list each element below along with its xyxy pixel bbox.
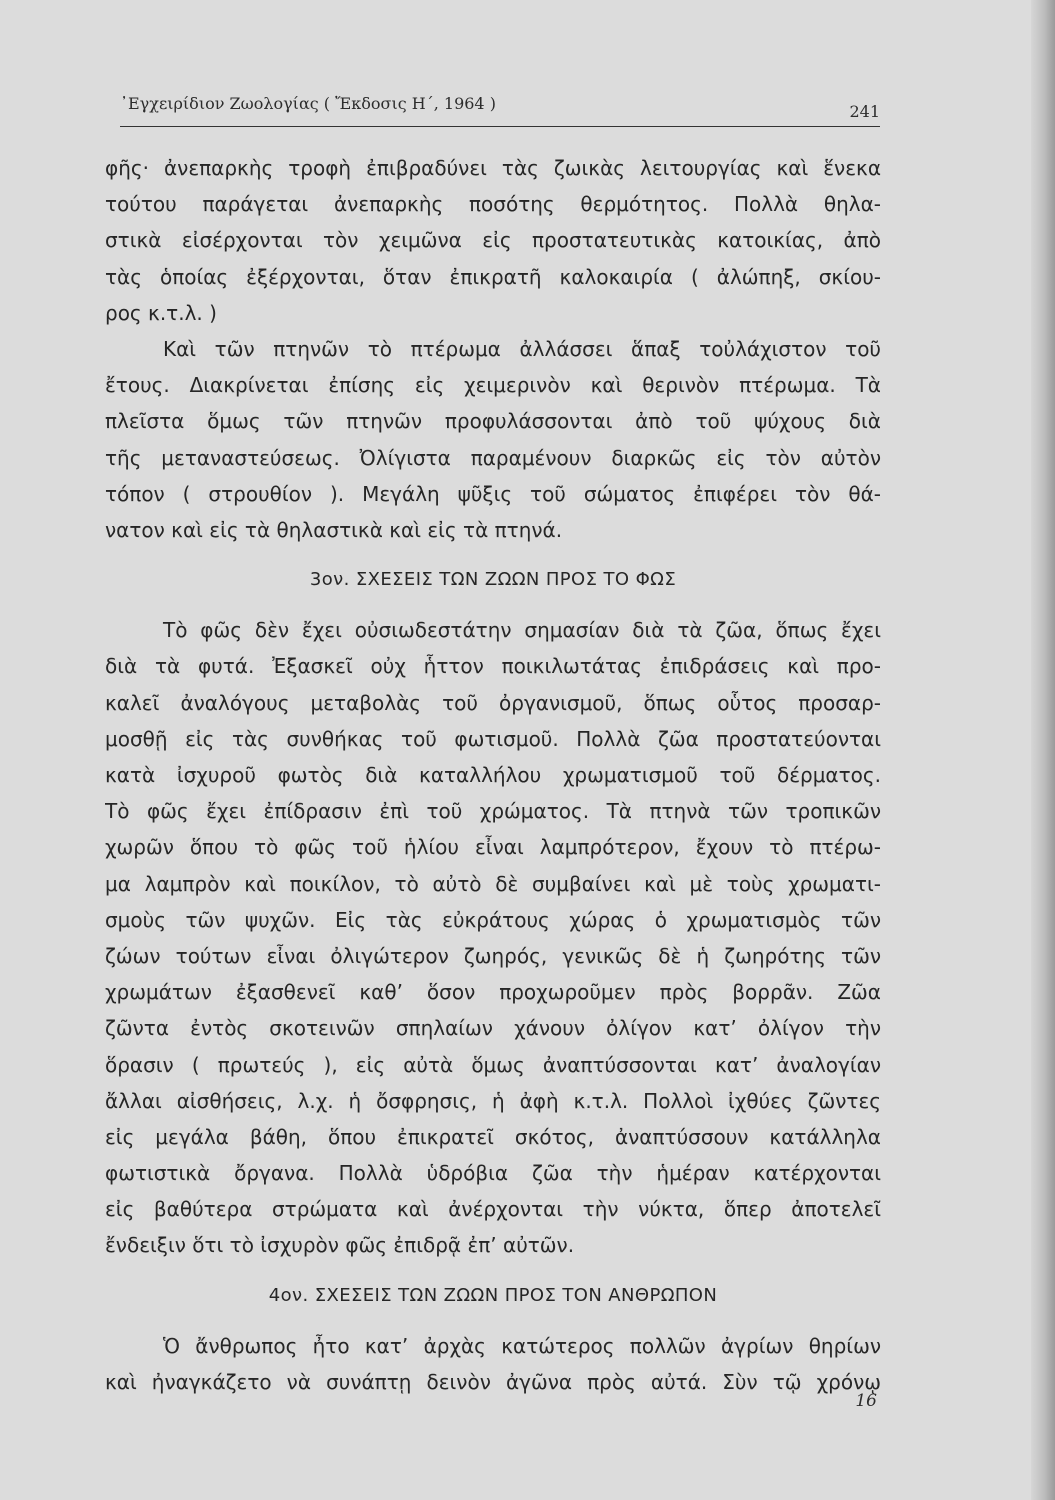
paragraph-3 [105, 612, 881, 1263]
text-line: ὅρασιν ( πρωτεύς ), εἰς αὐτὰ ὅμως ἀναπτύσσονται κατ’ ἀναλογίαν [105, 1052, 881, 1077]
text-line: καὶ ἠναγκάζετο νὰ συνάπτῃ δεινὸν ἀγῶνα πρὸς αὐτά. Σὺν τῷ χρόνῳ [105, 1370, 881, 1394]
page-edge-shadow [1031, 0, 1055, 1500]
text-line: τούτου παράγεται ἀνεπαρκὴς ποσότης θερμότητος. Πολλὰ θηλα- [105, 192, 881, 217]
text-line: μοσθῇ εἰς τὰς συνθήκας τοῦ φωτισμοῦ. Πολλὰ ζῶα προστατεύονται [105, 726, 881, 751]
text-line: κατὰ ἰσχυροῦ φωτὸς διὰ καταλλήλου χρωματισμοῦ τοῦ δέρματος. [105, 763, 881, 787]
text-line: τὰς ὁποίας ἐξέρχονται, ὅταν ἐπικρατῆ καλοκαιρία ( ἀλώπηξ, σκίου- [105, 264, 881, 289]
text-line: ἔτους. Διακρίνεται ἐπίσης εἰς χειμερινὸν καὶ θερινὸν πτέρωμα. Τὰ [105, 373, 881, 398]
paragraph-2 [105, 331, 881, 548]
text-line: εἰς μεγάλα βάθη, ὅπου ἐπικρατεῖ σκότος, ἀναπτύσσουν κατάλληλα [105, 1124, 881, 1149]
text-line: Καὶ τῶν πτηνῶν τὸ πτέρωμα ἀλλάσσει ἅπαξ τοὐλάχιστον τοῦ [163, 336, 881, 361]
text-line: τῆς μεταναστεύσεως. Ὀλίγιστα παραμένουν διαρκῶς εἰς τὸν αὐτὸν [105, 445, 881, 470]
text-line: φῆς· ἀνεπαρκὴς τροφὴ ἐπιβραδύνει τὰς ζωικὰς λειτουργίας καὶ ἕνεκα [105, 156, 881, 180]
running-header [120, 86, 880, 127]
text-line: σμοὺς τῶν ψυχῶν. Εἰς τὰς εὐκράτους χώρας ὁ χρωματισμὸς τῶν [105, 907, 881, 932]
text-line: εἰς βαθύτερα στρώματα καὶ ἀνέρχονται τὴν νύκτα, ὅπερ ἀποτελεῖ [105, 1197, 881, 1222]
text-line: διὰ τὰ φυτά. Ἐξασκεῖ οὐχ ἧττον ποικιλωτάτας ἐπιδράσεις καὶ προ- [105, 654, 881, 679]
text-line: πλεῖστα ὅμως τῶν πτηνῶν προφυλάσσονται ἀπὸ τοῦ ψύχους διὰ [105, 409, 881, 434]
text-line: χρωμάτων ἐξασθενεῖ καθ’ ὅσον προχωροῦμεν πρὸς βορρᾶν. Ζῶα [105, 980, 881, 1005]
text-line: ἔνδειξιν ὅτι τὸ ἰσχυρὸν φῶς ἐπιδρᾷ ἐπ’ αὐτῶν. [105, 1233, 575, 1258]
text-line: Ὁ ἄνθρωπος ἦτο κατ’ ἀρχὰς κατώτερος πολλῶν ἀγρίων θηρίων [163, 1333, 881, 1358]
text-line: καλεῖ ἀναλόγους μεταβολὰς τοῦ ὀργανισμοῦ, ὅπως οὗτος προσαρ- [105, 690, 881, 715]
page-body [105, 150, 881, 1400]
text-line: μα λαμπρὸν καὶ ποικίλον, τὸ αὐτὸ δὲ συμβαίνει καὶ μὲ τοὺς χρωματι- [105, 871, 881, 896]
paragraph-1 [105, 150, 881, 331]
text-line: χωρῶν ὅπου τὸ φῶς τοῦ ἡλίου εἶναι λαμπρότερον, ἔχουν τὸ πτέρω- [105, 835, 881, 860]
text-line: φωτιστικὰ ὄργανα. Πολλὰ ὑδρόβια ζῶα τὴν ἡμέραν κατέρχονται [105, 1161, 881, 1186]
page-number: 241 [849, 102, 880, 121]
text-line: Τὸ φῶς ἔχει ἐπίδρασιν ἐπὶ τοῦ χρώματος. Τὰ πτηνὰ τῶν τροπικῶν [105, 799, 881, 824]
running-title: ᾿Εγχειρίδιον Ζωολογίας ( Ἔκδοσις Η΄, 1964 ) [120, 94, 496, 113]
text-line: στικὰ εἰσέρχονται τὸν χειμῶνα εἰς προστατευτικὰς κατοικίας, ἀπὸ [105, 228, 881, 253]
section-heading-humans: 4ον. ΣΧΕΣΕΙΣ ΤΩΝ ΖΩΩΝ ΠΡΟΣ ΤΟΝ ΑΝΘΡΩΠΟΝ [268, 1284, 718, 1306]
text-line: ζῶντα ἐντὸς σκοτεινῶν σπηλαίων χάνουν ὀλίγον κατ’ ὀλίγον τὴν [105, 1016, 881, 1041]
printer-signature: 16 [855, 1391, 877, 1411]
paragraph-4 [105, 1328, 881, 1400]
text-line: Τὸ φῶς δὲν ἔχει οὐσιωδεστάτην σημασίαν διὰ τὰ ζῶα, ὅπως ἔχει [163, 618, 881, 643]
text-line: ἄλλαι αἰσθήσεις, λ.χ. ἡ ὄσφρησις, ἡ ἀφὴ κ.τ.λ. Πολλοὶ ἰχθύες ζῶντες [105, 1088, 881, 1113]
text-line: τόπον ( στρουθίον ). Μεγάλη ψῦξις τοῦ σώματος ἐπιφέρει τὸν θά- [105, 481, 881, 506]
text-line: ρος κ.τ.λ. ) [105, 300, 217, 325]
section-heading-light: 3ον. ΣΧΕΣΕΙΣ ΤΩΝ ΖΩΩΝ ΠΡΟΣ ΤΟ ΦΩΣ [309, 569, 677, 591]
text-line: νατον καὶ εἰς τὰ θηλαστικὰ καὶ εἰς τὰ πτηνά. [105, 517, 563, 542]
text-line: ζώων τούτων εἶναι ὀλιγώτερον ζωηρός, γενικῶς δὲ ἡ ζωηρότης τῶν [105, 943, 881, 968]
